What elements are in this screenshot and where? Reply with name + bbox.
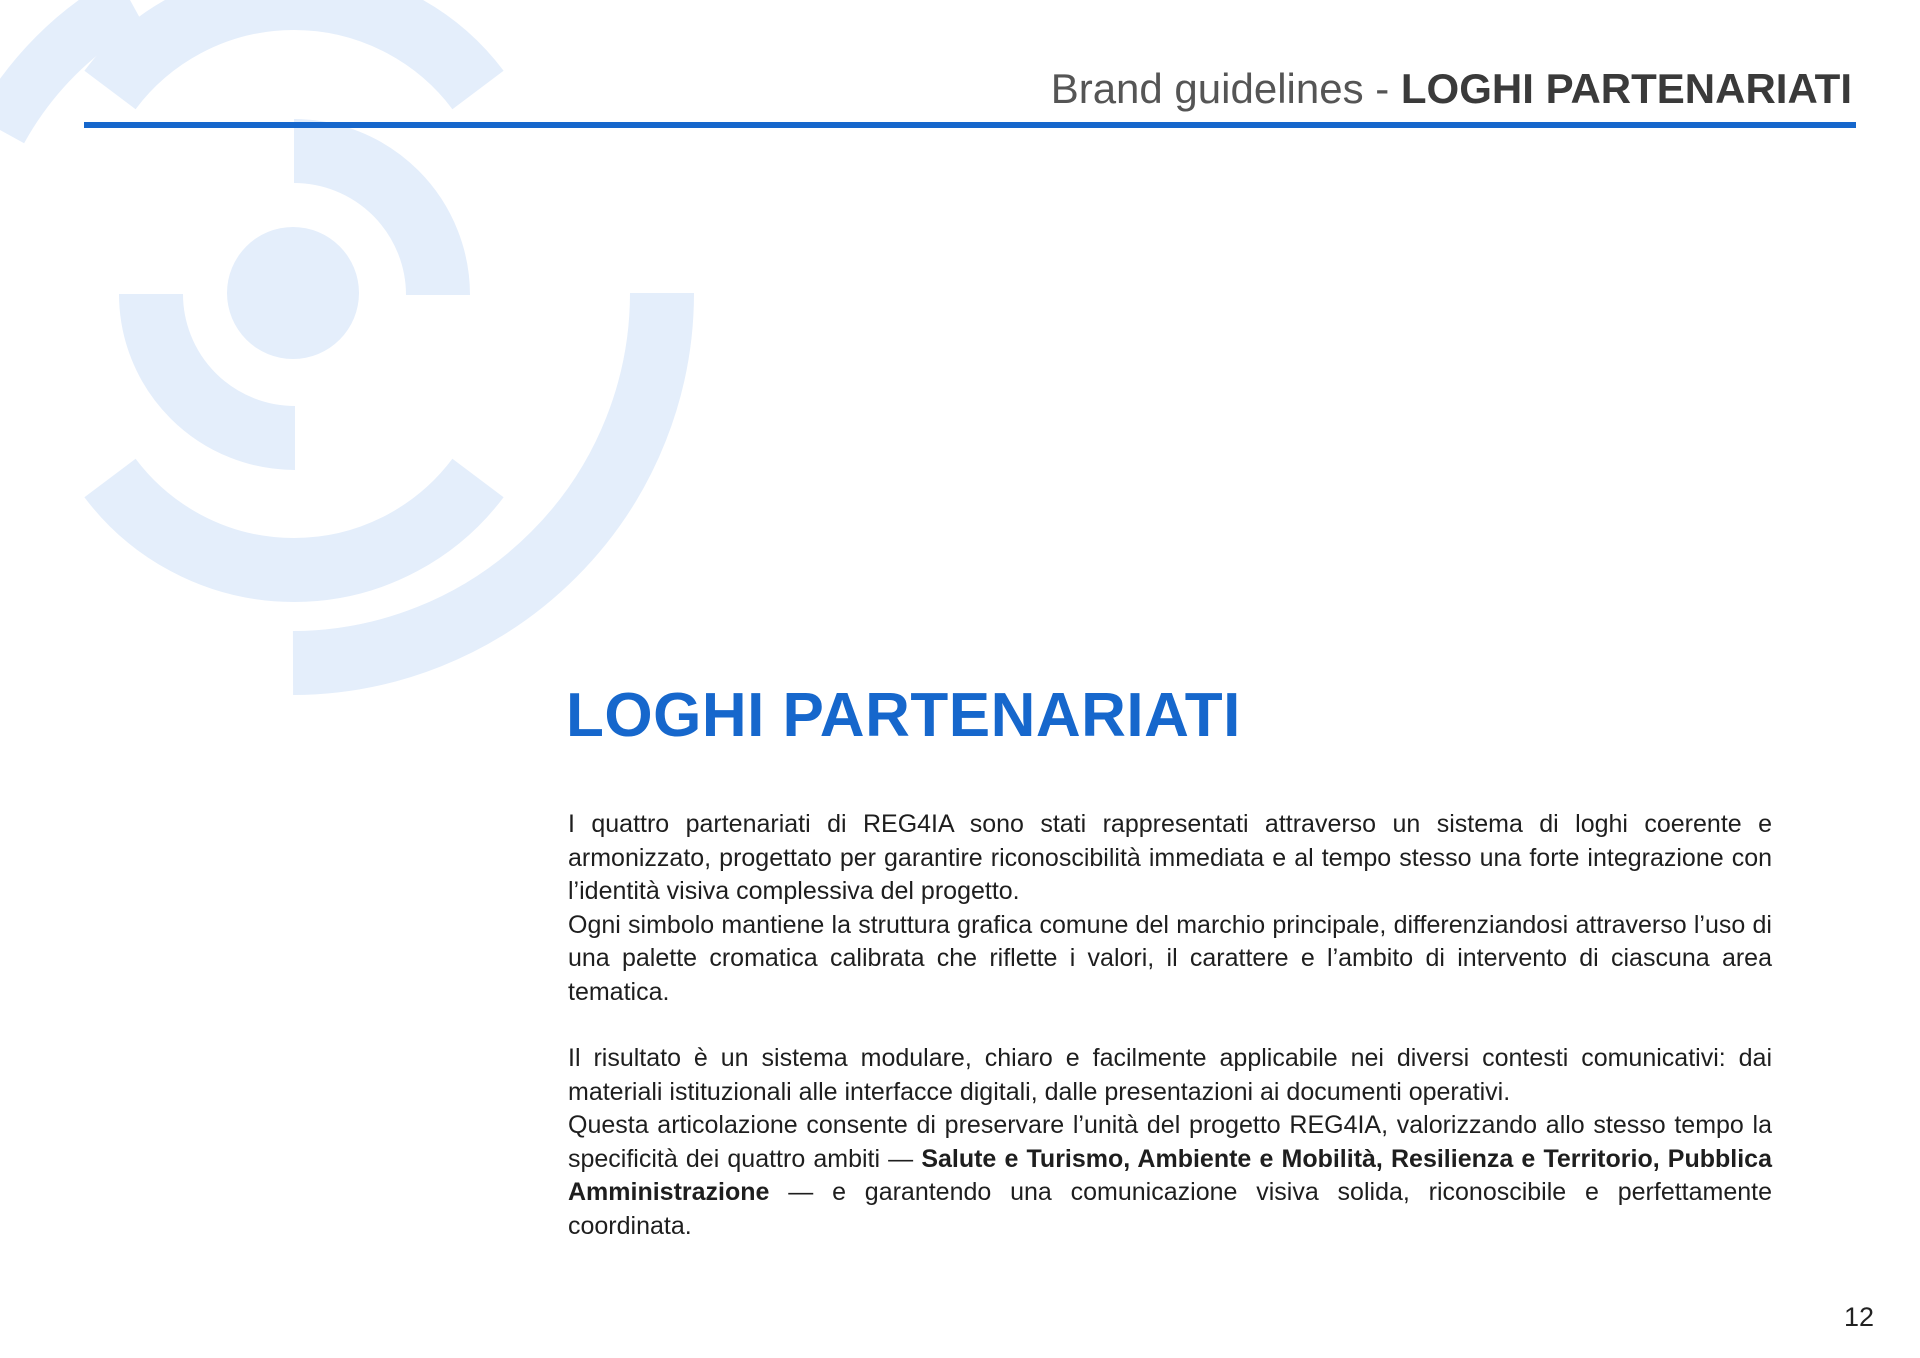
paragraph-4-start: Questa articolazione consente di preservare l’unità del progetto REG4IA, valorizzando allo stesso tempo la specificità dei quattro ambiti — (568, 1111, 1772, 1173)
paragraph-4 (568, 1109, 1772, 1243)
paragraph-3: Il risultato è un sistema modulare, chiaro e facilmente applicabile nei diversi contesti comunicativi: dai materiali istituzionali alle interfacce digitali, dalle presentazioni ai documenti operativi. (568, 1044, 1772, 1106)
header-divider (84, 122, 1856, 128)
page-number: 12 (1843, 1302, 1874, 1332)
header-title (84, 62, 1856, 116)
body-text (568, 808, 1772, 1243)
paragraph-2: Ogni simbolo mantiene la struttura grafica comune del marchio principale, differenziandosi attraverso l’uso di una palette cromatica calibrata che riflette i valori, il carattere e l’ambito di intervento di ciascuna area tematica. (568, 910, 1772, 1006)
page-header (84, 62, 1856, 128)
paragraph-4-end: — e garantendo una comunicazione visiva solida, riconoscibile e perfettamente coordinata. (568, 1178, 1772, 1240)
paragraph-4-areas: Salute e Turismo, Ambiente e Mobilità, Resilienza e Territorio, Pubblica Amministrazione (568, 1144, 1772, 1206)
header-title-prefix: Brand guidelines - (1050, 65, 1401, 112)
header-title-section: LOGHI PARTENARIATI (1400, 65, 1852, 112)
paragraph-spacer (568, 1009, 1772, 1042)
paragraph-1: I quattro partenariati di REG4IA sono stati rappresentati attraverso un sistema di loghi coerente e armonizzato, progettato per garantire riconoscibilità immediata e al tempo stesso una forte integrazione con l’identità visiva complessiva del progetto. (568, 810, 1772, 905)
section-title: LOGHI PARTENARIATI (566, 681, 1241, 750)
